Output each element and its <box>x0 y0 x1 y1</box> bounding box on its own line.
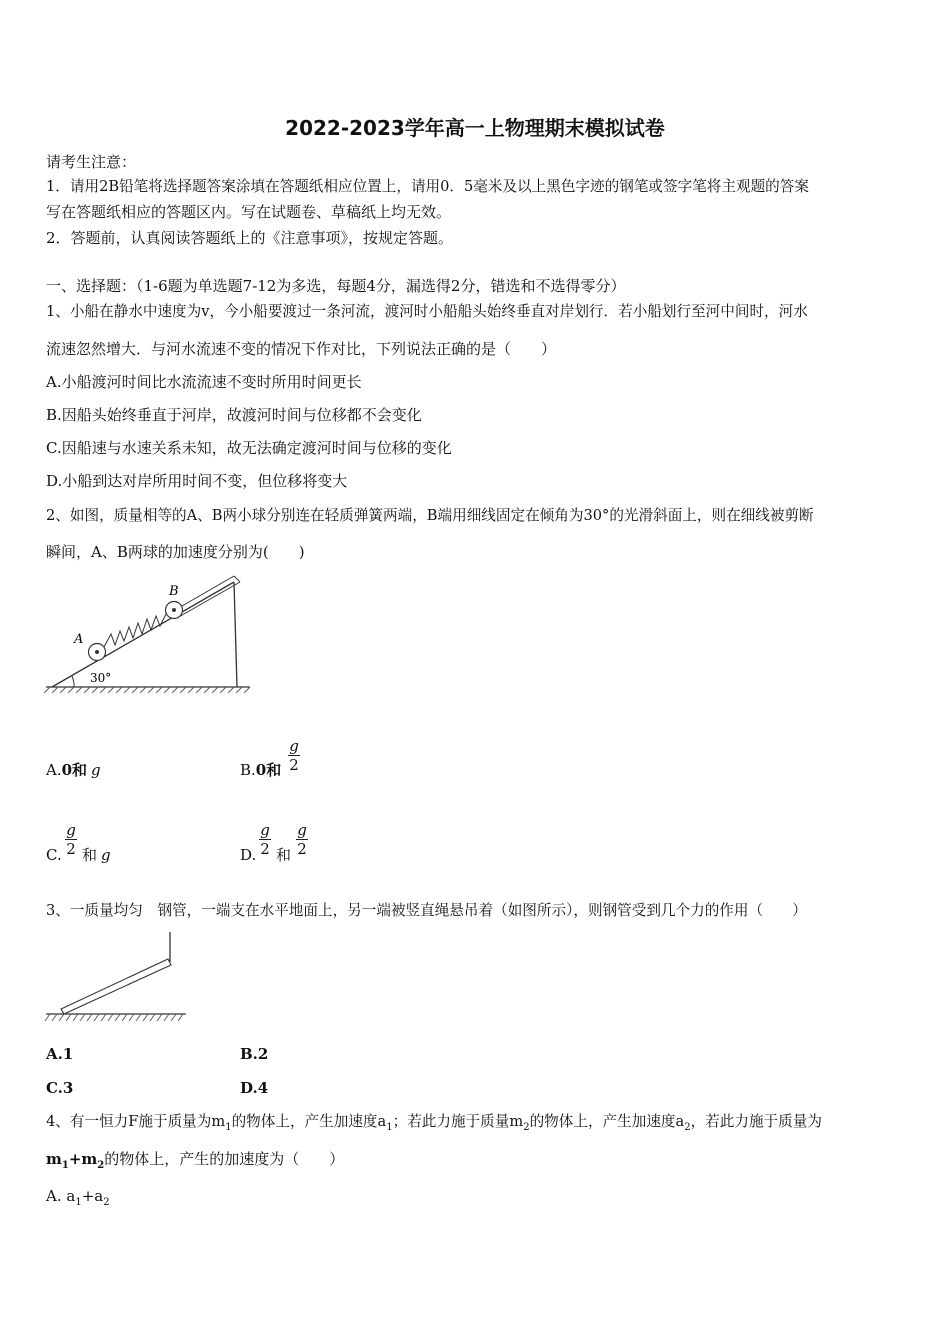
q4-text: ；若此力施于质量m <box>392 1113 524 1130</box>
section-heading: 一、选择题：（1-6题为单选题7-12为多选，每题4分，漏选得2分，错选和不选得零分） <box>46 277 626 295</box>
fraction-denominator: 2 <box>297 840 307 858</box>
q4-text: A. a <box>46 1187 76 1205</box>
q2-option-d-fraction-1 <box>258 821 272 858</box>
q2-option-a <box>46 760 101 780</box>
q2-stem-line-1: 2、如图，质量相等的A、B两小球分别连在轻质弹簧两端，B端用细线固定在倾角为30°的光滑斜面上，则在细线被剪断 <box>46 507 814 524</box>
fraction-denominator: 2 <box>260 840 270 858</box>
g-symbol: g <box>101 846 111 864</box>
page-title: 2022-2023学年高一上物理期末模拟试卷 <box>285 116 665 140</box>
q4-text: 的物体上，产生的加速度为（ ） <box>104 1150 345 1168</box>
q4-text: m <box>46 1150 62 1168</box>
incline-spring-figure <box>44 570 254 695</box>
q2-option-b-prefix: B. <box>240 761 256 779</box>
q1-stem-line-1: 1、小船在静水中速度为v，今小船要渡过一条河流，渡河时小船船头始终垂直对岸划行．若小船划行至河中间时，河水 <box>46 303 808 320</box>
q1-option-a: A.小船渡河时间比水流流速不变时所用时间更长 <box>46 373 362 391</box>
notice-heading: 请考生注意： <box>46 153 137 171</box>
q2-option-d-prefix: D. <box>240 846 257 864</box>
q4-sub: 2 <box>103 1197 110 1208</box>
q3-option-c: C.3 <box>46 1079 74 1097</box>
q4-text: 的物体上，产生加速度a <box>529 1113 685 1130</box>
fraction-numerator: g <box>66 821 76 839</box>
fraction-denominator: 2 <box>66 840 76 858</box>
q4-sub: 1 <box>61 1160 69 1171</box>
q1-stem-line-2: 流速忽然增大．与河水流速不变的情况下作对比，下列说法正确的是（ ） <box>46 340 557 358</box>
q4-sub: 1 <box>386 1121 393 1133</box>
q2-option-b-text: 0和 <box>255 761 282 779</box>
q4-stem-line-1 <box>46 1112 822 1138</box>
q4-sub: 2 <box>97 1160 105 1171</box>
fraction-numerator: g <box>289 737 299 755</box>
q4-option-a <box>46 1186 110 1213</box>
ball-a-label: A <box>74 632 84 647</box>
q4-text: ，若此力施于质量为 <box>690 1113 822 1130</box>
q2-option-c-prefix: C. <box>46 846 62 864</box>
q2-option-a-prefix: A. <box>46 761 62 779</box>
q4-text: 4、有一恒力F施于质量为m <box>46 1113 226 1130</box>
q3-option-a: A.1 <box>46 1045 74 1063</box>
notice-line-2: 写在答题纸相应的答题区内。写在试题卷、草稿纸上均无效。 <box>46 203 452 221</box>
q2-option-d-fraction-2 <box>295 821 309 858</box>
q2-option-d-and: 和 <box>276 846 292 864</box>
fraction-numerator: g <box>260 821 270 839</box>
q4-text: +a <box>81 1187 104 1205</box>
q2-option-c-tail <box>82 845 111 865</box>
and-word: 和 <box>82 846 98 864</box>
q3-option-b: B.2 <box>240 1045 269 1063</box>
fraction-denominator: 2 <box>289 756 299 774</box>
q4-sub: 1 <box>75 1197 82 1208</box>
q4-sub: 1 <box>225 1121 232 1133</box>
q1-option-b: B.因船头始终垂直于河岸，故渡河时间与位移都不会变化 <box>46 406 422 424</box>
notice-line-3: 2．答题前，认真阅读答题纸上的《注意事项》，按规定答题。 <box>46 229 454 247</box>
q1-option-d: D.小船到达对岸所用时间不变，但位移将变大 <box>46 472 348 490</box>
spring <box>104 614 166 647</box>
q4-text: 的物体上，产生加速度a <box>231 1113 387 1130</box>
q3-option-d: D.4 <box>240 1079 269 1097</box>
q2-option-c-fraction <box>64 821 78 858</box>
steel-pipe <box>61 959 171 1014</box>
q4-text: +m <box>68 1150 98 1168</box>
q2-option-b-fraction <box>287 737 301 774</box>
fraction-numerator: g <box>297 821 307 839</box>
q2-stem-line-2: 瞬间，A、B两球的加速度分别为( ) <box>46 543 305 561</box>
q1-option-c: C.因船速与水速关系未知，故无法确定渡河时间与位移的变化 <box>46 439 452 457</box>
notice-line-1: 1．请用2B铅笔将选择题答案涂填在答题纸相应位置上，请用0．5毫米及以上黑色字迹的钢笔或签字笔将主观题的答案 <box>46 178 809 195</box>
angle-label: 30° <box>90 671 112 685</box>
q2-option-a-g: g <box>91 761 101 779</box>
steel-pipe-figure <box>44 930 189 1025</box>
q4-sub: 2 <box>523 1121 530 1133</box>
q2-option-b <box>240 760 281 780</box>
ball-b-label: B <box>169 584 179 599</box>
q4-stem-line-2 <box>46 1149 344 1176</box>
q3-stem: 3、一质量均匀 钢管，一端支在水平地面上，另一端被竖直绳悬吊着（如图所示），则钢管受到几个力的作用（ ） <box>46 902 807 919</box>
q4-sub: 2 <box>684 1121 691 1133</box>
q2-option-a-text: 0和 <box>61 761 88 779</box>
